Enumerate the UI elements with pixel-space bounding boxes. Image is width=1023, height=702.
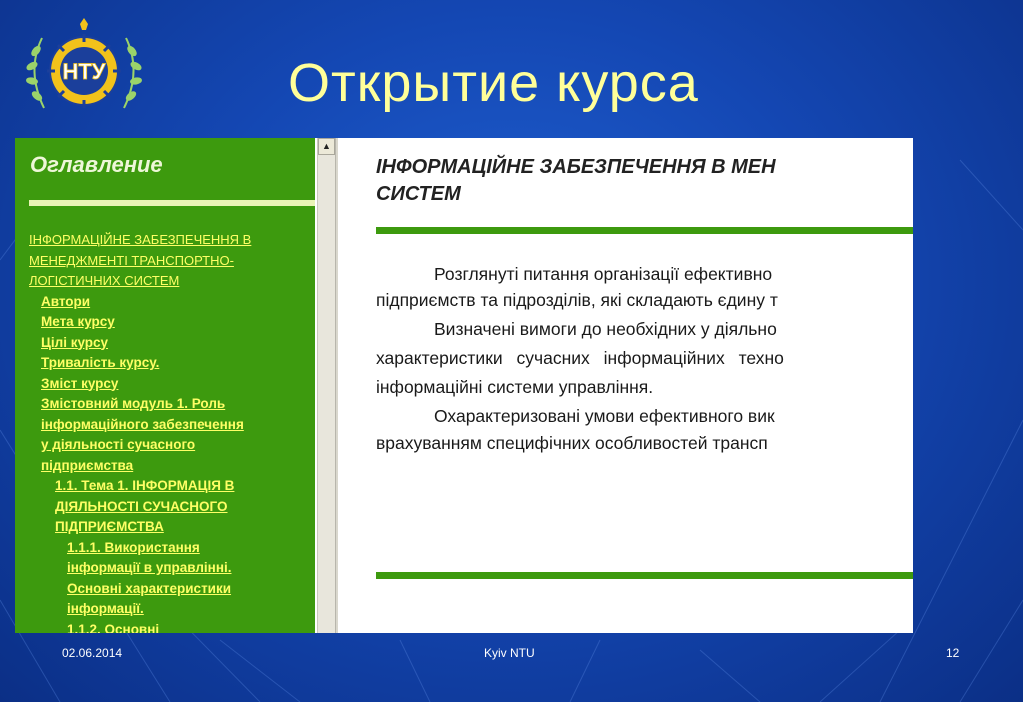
toc-item: [29, 251, 315, 272]
toc-link-section-1-1-1[interactable]: 1.1.1. Використання: [67, 539, 200, 555]
toc-panel: [15, 138, 315, 633]
toc-divider: [29, 200, 315, 206]
toc-link-course-objectives[interactable]: Цілі курсу: [41, 334, 109, 350]
toc-link-section-1-1-1[interactable]: інформації в управлінні.: [67, 560, 232, 575]
toc-link-topic-1-1[interactable]: ДІЯЛЬНОСТІ СУЧАСНОГО: [55, 498, 228, 514]
footer-page-number: 12: [946, 646, 960, 660]
toc-link-course-goal[interactable]: Мета курсу: [41, 314, 115, 329]
content-top-rule: [376, 227, 913, 234]
toc-link-module-1[interactable]: інформаційного забезпечення: [41, 416, 244, 432]
toc-link-section-1-1-2[interactable]: 1.1.2. Основні: [67, 621, 160, 633]
content-title-line-2: СИСТЕМ: [376, 183, 461, 205]
paragraph-line: підприємств та підрозділів, які складають єдину т: [376, 290, 778, 310]
toc-item: [29, 456, 315, 477]
toc-item: [29, 312, 315, 333]
ntu-logo: [14, 16, 154, 126]
toc-item: [29, 230, 315, 251]
content-title-line-1: ІНФОРМАЦІЙНЕ ЗАБЕЗПЕЧЕННЯ В МЕН: [376, 156, 776, 178]
toc-link-section-1-1-1[interactable]: інформації.: [67, 601, 144, 616]
toc-item: [29, 620, 315, 634]
course-screenshot: [15, 138, 913, 633]
toc-item: [29, 271, 315, 292]
slide-title: Открытие курса: [288, 53, 699, 113]
toc-heading: Оглавление: [30, 152, 163, 177]
toc-link-module-1[interactable]: Змістовний модуль 1. Роль: [41, 396, 226, 411]
toc-list: [29, 230, 315, 633]
toc-link-course-contents[interactable]: Зміст курсу: [41, 375, 119, 391]
ntu-logo-text: НТУ: [62, 59, 106, 84]
toc-link-course-duration[interactable]: Тривалість курсу.: [41, 355, 160, 370]
toc-link-authors[interactable]: Автори: [41, 293, 91, 309]
toc-link-module-1[interactable]: підприємства: [41, 457, 134, 473]
toc-item: [29, 538, 315, 559]
toc-item: [29, 517, 315, 538]
toc-item: [29, 558, 315, 579]
scroll-up-arrow-icon[interactable]: ▲: [318, 138, 335, 155]
toc-scrollbar[interactable]: [317, 138, 336, 633]
content-title: [376, 154, 913, 208]
content-panel: [338, 138, 913, 633]
footer-center-text: Kyiv NTU: [484, 646, 535, 660]
toc-link-topic-1-1[interactable]: ПІДПРИЄМСТВА: [55, 519, 164, 534]
toc-item: [29, 353, 315, 374]
toc-link-module-1[interactable]: у діяльності сучасного: [41, 437, 196, 452]
toc-link-course-title[interactable]: ЛОГІСТИЧНИХ СИСТЕМ: [29, 273, 180, 288]
toc-item: [29, 292, 315, 313]
paragraph-line: Розглянуті питання організації ефективно: [434, 264, 773, 284]
toc-item: [29, 599, 315, 620]
paragraph-line: характеристики сучасних інформаційних техно: [376, 348, 784, 368]
toc-link-course-title[interactable]: МЕНЕДЖМЕНТІ ТРАНСПОРТНО-: [29, 252, 234, 268]
toc-item: [29, 394, 315, 415]
footer-date: 02.06.2014: [62, 646, 123, 660]
toc-link-topic-1-1[interactable]: 1.1. Тема 1. ІНФОРМАЦІЯ В: [55, 478, 235, 493]
content-bottom-rule: [376, 572, 913, 579]
toc-item: [29, 579, 315, 600]
paragraph-line: Визначені вимоги до необхідних у діяльно: [434, 319, 777, 339]
toc-item: [29, 415, 315, 436]
paragraph-line: Охарактеризовані умови ефективного вик: [434, 406, 775, 426]
toc-link-section-1-1-1[interactable]: Основні характеристики: [67, 580, 232, 596]
toc-item: [29, 497, 315, 518]
toc-item: [29, 435, 315, 456]
toc-link-course-title[interactable]: ІНФОРМАЦІЙНЕ ЗАБЕЗПЕЧЕННЯ В: [29, 232, 252, 247]
toc-item: [29, 333, 315, 354]
paragraph-line: врахуванням специфічних особливостей трансп: [376, 433, 768, 453]
toc-item: [29, 374, 315, 395]
toc-item: [29, 476, 315, 497]
paragraph-line: інформаційні системи управління.: [376, 377, 654, 397]
